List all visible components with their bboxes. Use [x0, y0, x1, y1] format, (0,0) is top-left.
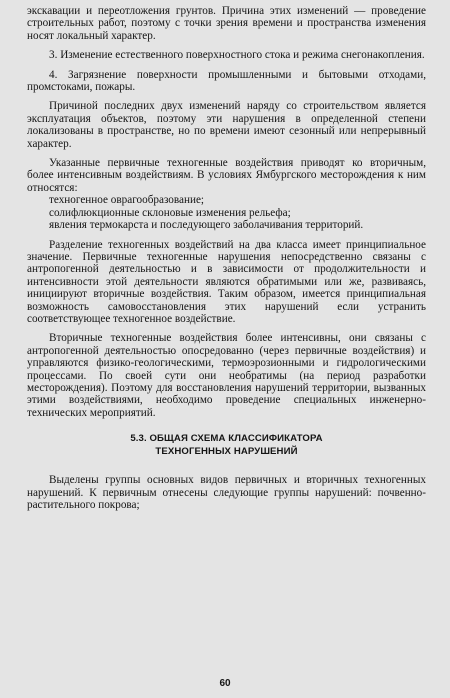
list-item-ravine-formation: техногенное оврагообразование;: [49, 194, 205, 207]
list-item-solifluction: солифлюкционные склоновые изменения рельефа;: [49, 206, 291, 219]
paragraph-secondary-impacts: Вторичные техногенные воздействия более интенсивны, они связаны с антропогенной деятельностью опосредованно (через первичные воздействия) и управляются физико-геологическими, термоэрозионными и гидрологическими процессами. По своей сути они необратимы (на период разработки месторождения). Поэтому для восстановления нарушений территории, вызванных этими воздействиями, необходимо проведение специальных инженерно-технических мероприятий.: [27, 332, 426, 419]
paragraph-continuation: экскавации и переотложения грунтов. Причина этих изменений — проведение строительных работ, поэтому с точки зрения времени и пространства изменения носят локальный характер.: [27, 5, 426, 42]
section-heading-line-2: ТЕХНОГЕННЫХ НАРУШЕНИЙ: [155, 446, 298, 458]
body-text: [27, 5, 426, 419]
paragraph-list-item-3: 3. Изменение естественного поверхностного стока и режима снегонакопления.: [49, 49, 425, 62]
paragraph-two-classes: Разделение техногенных воздействий на два класса имеет принципиальное значение. Первичные техногенные нарушения непосредственно связаны с антропогенной деятельностью и в зависимости от продолжительности и интенсивности этой деятельности являются обратимыми или же, развиваясь, инициируют вторичные воздействия. Таким образом, имеется принципиальная возможность самовосстановления этих нарушений если устранить соответствующее техногенное воздействие.: [27, 238, 426, 325]
section-heading-line-1: 5.3. ОБЩАЯ СХЕМА КЛАССИФИКАТОРА: [130, 433, 323, 445]
paragraph-list-item-4: 4. Загрязнение поверхности промышленными и бытовыми отходами, промстоками, пожары.: [27, 68, 426, 94]
paragraph-secondary-intro: Указанные первичные техногенные воздействия приводят ко вторичным, более интенсивным воздействиям. В условиях Ямбургского месторождения к ним относятся:: [27, 157, 426, 194]
paragraph-groups: Выделены группы основных видов первичных и вторичных техногенных нарушений. К первичным отнесены следующие группы нарушений: почвенно-растительного покрова;: [27, 474, 426, 511]
paragraph-causes: Причиной последних двух изменений наряду со строительством является эксплуатация объектов, поэтому эти нарушения в определенной степени локализованы в пространстве, но по времени имеют сезонный или непрерывный характер.: [27, 100, 426, 150]
section-heading: [27, 432, 426, 458]
page-number: 60: [219, 678, 231, 689]
list-item-thermokarst: явления термокарста и последующего заболачивания территорий.: [49, 219, 364, 232]
body-text-after-heading: [27, 474, 426, 511]
